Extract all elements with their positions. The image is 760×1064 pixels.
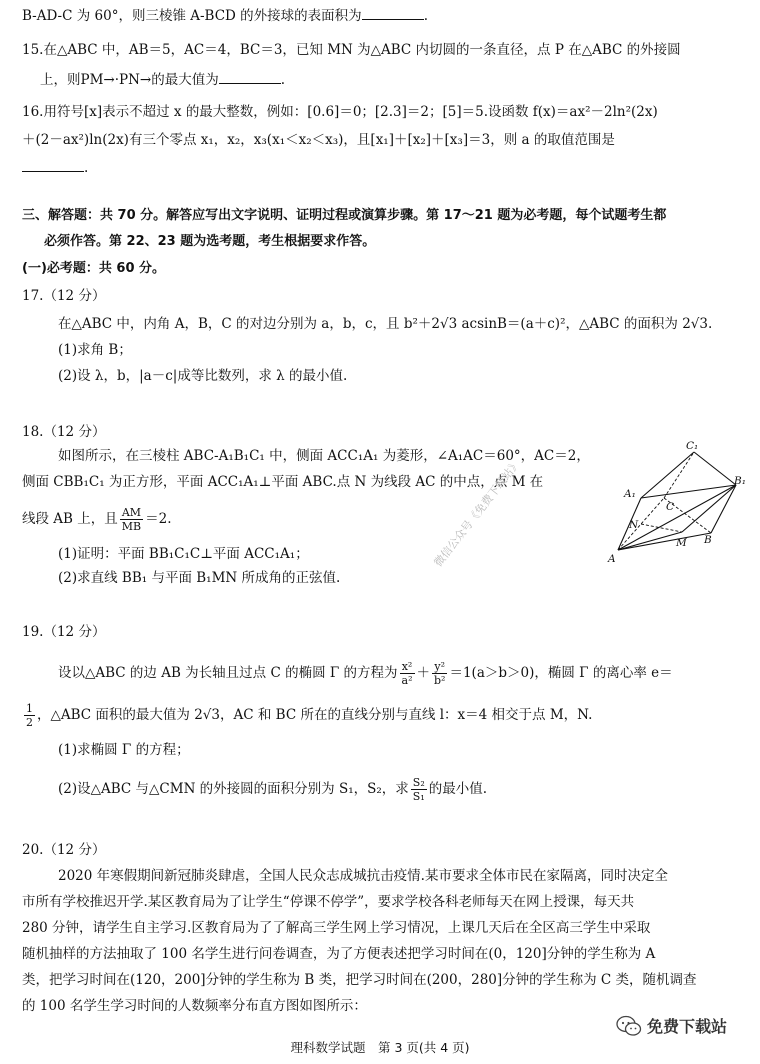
- q15-line1: 15.在△ABC 中，AB＝5，AC＝4，BC＝3，已知 MN 为△ABC 内切圆的一条直径，点 P 在△ABC 的外接圆: [22, 42, 681, 58]
- q20-number: 20.（12 分）: [22, 842, 106, 858]
- logo-text: 免费下载站: [647, 1017, 728, 1036]
- prism-figure: [606, 440, 746, 565]
- q18-stem1: 如图所示，在三棱柱 ABC-A₁B₁C₁ 中，侧面 ACC₁A₁ 为菱形，∠A₁AC＝60°，AC＝2，: [58, 448, 590, 464]
- required-heading: (一)必考题：共 60 分。: [22, 261, 166, 276]
- section3-heading-cont: 必须作答。第 22、23 题为选考题，考生根据要求作答。: [44, 234, 376, 249]
- q20-stem2: 市所有学校推迟开学.某区教育局为了让学生“停课不停学”，要求学校各科老师每天在网上授课，每天共: [22, 894, 635, 910]
- label-B1: B₁: [734, 475, 746, 487]
- q18-part2: (2)求直线 BB₁ 与平面 B₁MN 所成角的正弦值.: [58, 570, 341, 586]
- label-B: B: [704, 534, 712, 546]
- answer-blank: [22, 159, 84, 172]
- q15-text: 上，则PM→·PN→的最大值为: [40, 72, 219, 88]
- label-M: M: [676, 537, 687, 549]
- page-footer: 理科数学试题 第 3 页(共 4 页): [290, 1040, 470, 1055]
- q18-number: 18.（12 分）: [22, 424, 106, 440]
- q18-stem2: 侧面 CBB₁C₁ 为正方形，平面 ACC₁A₁⊥平面 ABC.点 N 为线段 AC 的中点，点 M 在: [22, 474, 544, 490]
- q17-stem: 在△ABC 中，内角 A，B，C 的对边分别为 a，b，c，且 b²＋2√3 acsinB＝(a＋c)²，△ABC 的面积为 2√3.: [58, 316, 713, 332]
- q16-line2: ＋(2－ax²)ln(2x)有三个零点 x₁，x₂，x₃(x₁＜x₂＜x₃)，且[x₁]＋[x₂]＋[x₃]＝3，则 a 的取值范围是: [22, 132, 615, 148]
- answer-blank: [219, 71, 281, 84]
- q15-line2: 上，则PM→·PN→的最大值为 .: [40, 72, 286, 88]
- q20-stem4: 随机抽样的方法抽取了 100 名学生进行问卷调查，为了方便表述把学习时间在(0，120]分钟的学生称为 A: [22, 946, 656, 962]
- watermark-text: 微信公众号《免费下载站》: [431, 457, 524, 570]
- q18-stem3: 线段 AB 上，且 $\frac{AM}{MB}$ ＝2.: [22, 506, 172, 533]
- q19-stem1: 设以△ABC 的边 AB 为长轴且过点 C 的椭圆 Γ 的方程为 $\frac{\text{x²}}{\text{a²}}$ ＋ $\frac{\text{y²}}{\text{b²}}$ ＝1(a＞b＞0)，椭圆 Γ 的离心率 e＝: [58, 660, 673, 687]
- label-A1: A₁: [624, 488, 636, 500]
- q17-part2: (2)设 λ，b，|a－c|成等比数列，求 λ 的最小值.: [58, 368, 348, 384]
- answer-blank: [362, 7, 424, 20]
- section3-heading: 三、解答题：共 70 分。解答应写出文字说明、证明过程或演算步骤。第 17～21 题为必考题，每个试题考生都: [22, 208, 667, 223]
- wechat-icon: [616, 1015, 642, 1037]
- site-logo: [616, 1014, 727, 1037]
- label-C1: C₁: [686, 440, 699, 452]
- q16-line1: 16.用符号[x]表示不超过 x 的最大整数，例如：[0.6]＝0；[2.3]＝2；[5]＝5.设函数 f(x)＝ax²－2ln²(2x): [22, 104, 658, 120]
- label-C: C: [666, 501, 675, 513]
- q14-text: B-AD-C 为 60°，则三棱锥 A-BCD 的外接球的表面积为: [22, 8, 362, 24]
- ellipse-x-fraction: $\frac{\text{x²}}{\text{a²}}$: [401, 660, 413, 687]
- q20-stem6: 的 100 名学生学习时间的人数频率分布直方图如图所示：: [22, 998, 367, 1014]
- q16-line3: .: [22, 158, 88, 178]
- label-N: N: [629, 519, 639, 531]
- label-A: A: [608, 553, 616, 565]
- ratio-fraction: $\frac{AM}{MB}$: [121, 506, 142, 533]
- q17-number: 17.（12 分）: [22, 288, 106, 304]
- q19-stem2: $\frac{1}{2}$ ，△ABC 面积的最大值为 2√3，AC 和 BC 所在的直线分别与直线 l：x＝4 相交于点 M，N.: [26, 702, 593, 729]
- q20-stem1: 2020 年寒假期间新冠肺炎肆虐，全国人民众志成城抗击疫情.某市要求全体市民在家隔离，同时决定全: [58, 868, 668, 884]
- ellipse-y-fraction: $\frac{\text{y²}}{\text{b²}}$: [434, 660, 446, 687]
- q14-continuation: B-AD-C 为 60°，则三棱锥 A-BCD 的外接球的表面积为 .: [22, 8, 428, 24]
- q17-part1: (1)求角 B；: [58, 342, 132, 358]
- q18-part1: (1)证明：平面 BB₁C₁C⊥平面 ACC₁A₁；: [58, 546, 309, 562]
- q20-stem3: 280 分钟，请学生自主学习.区教育局为了了解高三学生网上学习情况，上课几天后在全区高三学生中采取: [22, 920, 651, 936]
- area-ratio-fraction: $\frac{\text{S₂}}{\text{S₁}}$: [412, 776, 425, 803]
- q19-number: 19.（12 分）: [22, 624, 106, 640]
- q19-part2: (2)设△ABC 与△CMN 的外接圆的面积分别为 S₁，S₂，求 $\frac{\text{S₂}}{\text{S₁}}$ 的最小值.: [58, 776, 488, 803]
- q20-stem5: 类，把学习时间在(120，200]分钟的学生称为 B 类，把学习时间在(200，280]分钟的学生称为 C 类，随机调查: [22, 972, 697, 988]
- q19-part1: (1)求椭圆 Γ 的方程；: [58, 742, 190, 758]
- eccentricity-fraction: $\frac{1}{2}$: [26, 702, 33, 729]
